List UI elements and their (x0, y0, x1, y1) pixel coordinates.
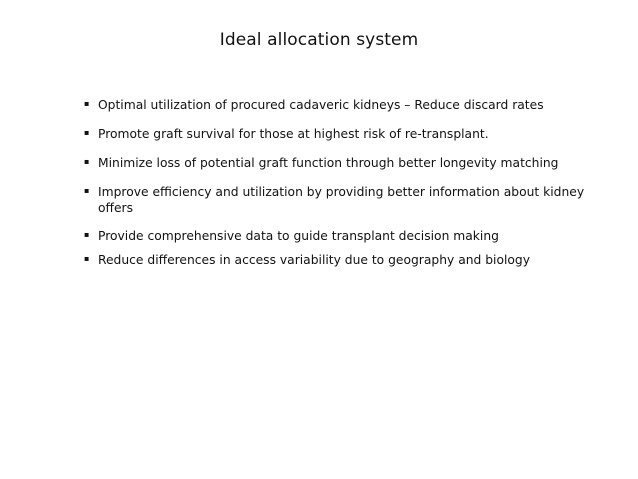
bullet-marker-icon: ▪ (84, 254, 90, 263)
bullet-marker-icon: ▪ (84, 157, 90, 166)
bullet-list (82, 97, 602, 268)
bullet-marker-icon: ▪ (84, 186, 90, 195)
bullet-item (82, 155, 602, 171)
bullet-text: Provide comprehensive data to guide transplant decision making (98, 229, 499, 243)
bullet-text: Optimal utilization of procured cadaveric kidneys – Reduce discard rates (98, 98, 544, 112)
bullet-item (82, 126, 602, 142)
bullet-item (82, 252, 602, 268)
bullet-marker-icon: ▪ (84, 99, 90, 108)
bullet-marker-icon: ▪ (84, 230, 90, 239)
bullet-item (82, 97, 602, 113)
bullet-text: Minimize loss of potential graft function through better longevity matching (98, 156, 559, 170)
slide-title: Ideal allocation system (219, 30, 419, 50)
bullet-text: Improve efficiency and utilization by providing better information about kidney offers (98, 185, 585, 215)
bullet-item (82, 184, 602, 216)
bullet-item (82, 228, 602, 244)
bullet-text: Promote graft survival for those at highest risk of re-transplant. (98, 127, 489, 141)
bullet-marker-icon: ▪ (84, 128, 90, 137)
bullet-text: Reduce differences in access variability due to geography and biology (98, 253, 530, 267)
